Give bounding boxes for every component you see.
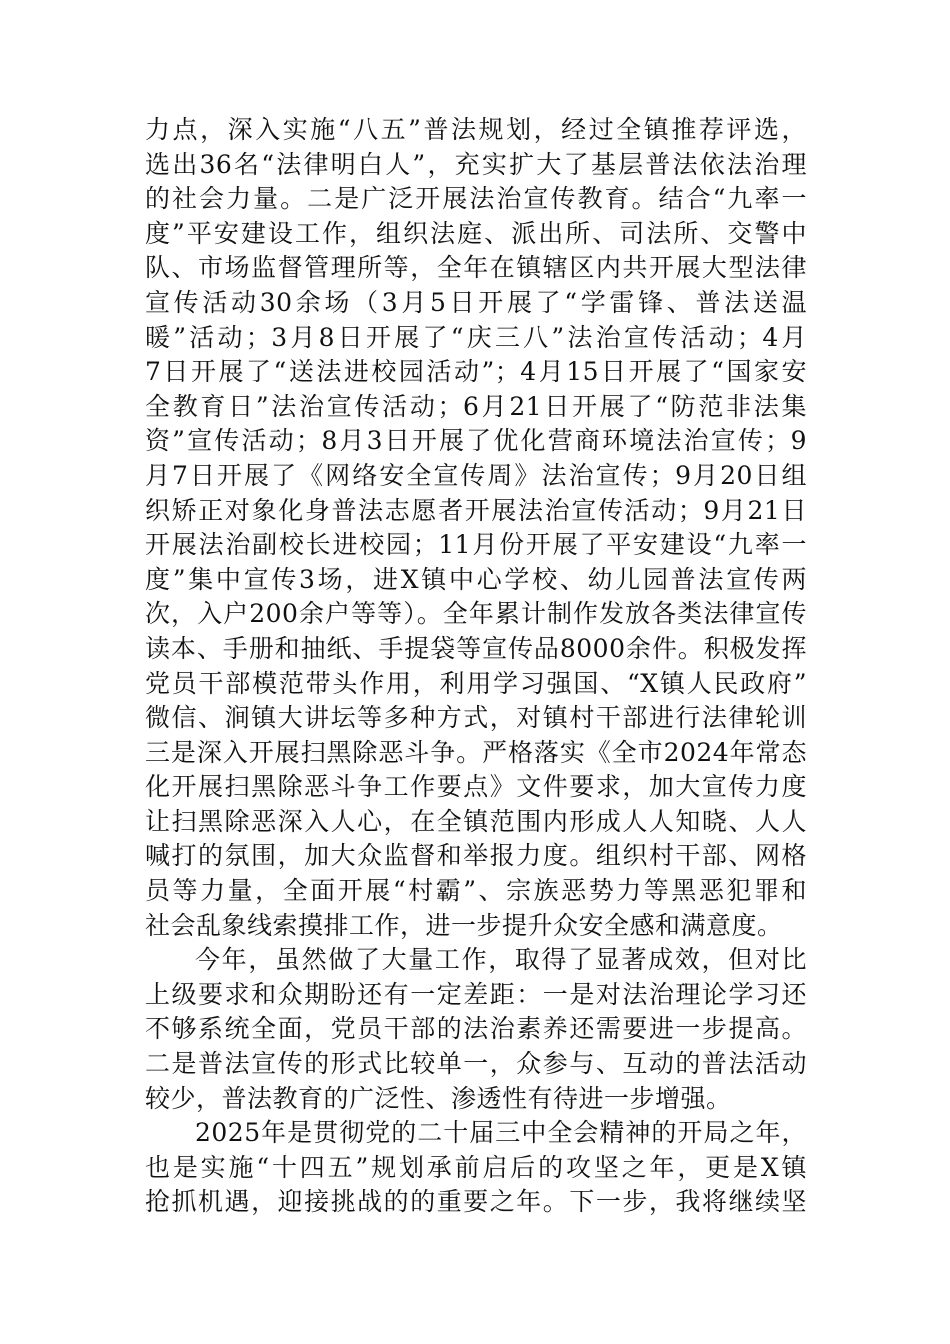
text-line: 党员干部模范带头作用，利用学习强国、“X镇人民政府” xyxy=(145,668,807,698)
document-body xyxy=(145,113,807,1220)
text-line: 力点，深入实施“八五”普法规划，经过全镇推荐评选， xyxy=(145,115,807,144)
text-line: 读本、手册和抽纸、手提袋等宣传品8000余件。积极发挥 xyxy=(145,633,807,663)
text-line: 也是实施“十四五”规划承前启后的攻坚之年，更是X镇 xyxy=(145,1152,807,1182)
text-line: 度”平安建设工作，组织法庭、派出所、司法所、交警中 xyxy=(145,218,807,248)
text-line: 较少，普法教育的广泛性、渗透性有待进一步增强。 xyxy=(145,1083,732,1113)
text-line: 次，入户200余户等等）。全年累计制作发放各类法律宣传 xyxy=(145,599,807,629)
text-line: 抢抓机遇，迎接挑战的的重要之年。下一步，我将继续坚 xyxy=(145,1187,807,1217)
text-line: 选出36名“法律明白人”，充实扩大了基层普法依法治理 xyxy=(145,149,807,179)
text-line: 上级要求和众期盼还有一定差距：一是对法治理论学习还 xyxy=(145,979,807,1009)
text-line: 化开展扫黑除恶斗争工作要点》文件要求，加大宣传力度 xyxy=(145,772,807,802)
text-line: 三是深入开展扫黑除恶斗争。严格落实《全市2024年常态 xyxy=(145,737,807,767)
text-line: 月7日开展了《网络安全宣传周》法治宣传；9月20日组 xyxy=(145,460,807,490)
text-line: 社会乱象线索摸排工作，进一步提升众安全感和满意度。 xyxy=(145,910,783,940)
text-line: 宣传活动30余场（3月5日开展了“学雷锋、普法送温 xyxy=(145,287,807,317)
text-line: 资”宣传活动；8月3日开展了优化营商环境法治宣传；9 xyxy=(145,426,807,456)
paragraph-first-line: 今年，虽然做了大量工作，取得了显著成效，但对比 xyxy=(195,945,807,975)
text-line: 喊打的氛围，加大众监督和举报力度。组织村干部、网格 xyxy=(145,841,807,871)
text-line: 织矫正对象化身普法志愿者开展法治宣传活动；9月21日 xyxy=(145,495,807,525)
paragraph-first-line: 2025年是贯彻党的二十届三中全会精神的开局之年， xyxy=(195,1118,807,1148)
text-line: 让扫黑除恶深入人心，在全镇范围内形成人人知晓、人人 xyxy=(145,806,807,836)
text-line: 不够系统全面，党员干部的法治素养还需要进一步提高。 xyxy=(145,1014,807,1044)
text-line: 员等力量，全面开展“村霸”、宗族恶势力等黑恶犯罪和 xyxy=(145,876,807,906)
text-line: 的社会力量。二是广泛开展法治宣传教育。结合“九率一 xyxy=(145,184,807,214)
text-line: 7日开展了“送法进校园活动”；4月15日开展了“国家安 xyxy=(145,357,807,387)
text-line: 度”集中宣传3场，进X镇中心学校、幼儿园普法宣传两 xyxy=(145,564,807,594)
text-line: 暖”活动；3月8日开展了“庆三八”法治宣传活动；4月 xyxy=(145,322,807,352)
text-line: 二是普法宣传的形式比较单一，众参与、互动的普法活动 xyxy=(145,1049,807,1079)
text-line: 全教育日”法治宣传活动；6月21日开展了“防范非法集 xyxy=(145,391,807,421)
text-line: 微信、涧镇大讲坛等多种方式，对镇村干部进行法律轮训 xyxy=(145,703,807,733)
text-line: 开展法治副校长进校园；11月份开展了平安建设“九率一 xyxy=(145,530,807,560)
text-line: 队、市场监督管理所等，全年在镇辖区内共开展大型法律 xyxy=(145,253,807,283)
